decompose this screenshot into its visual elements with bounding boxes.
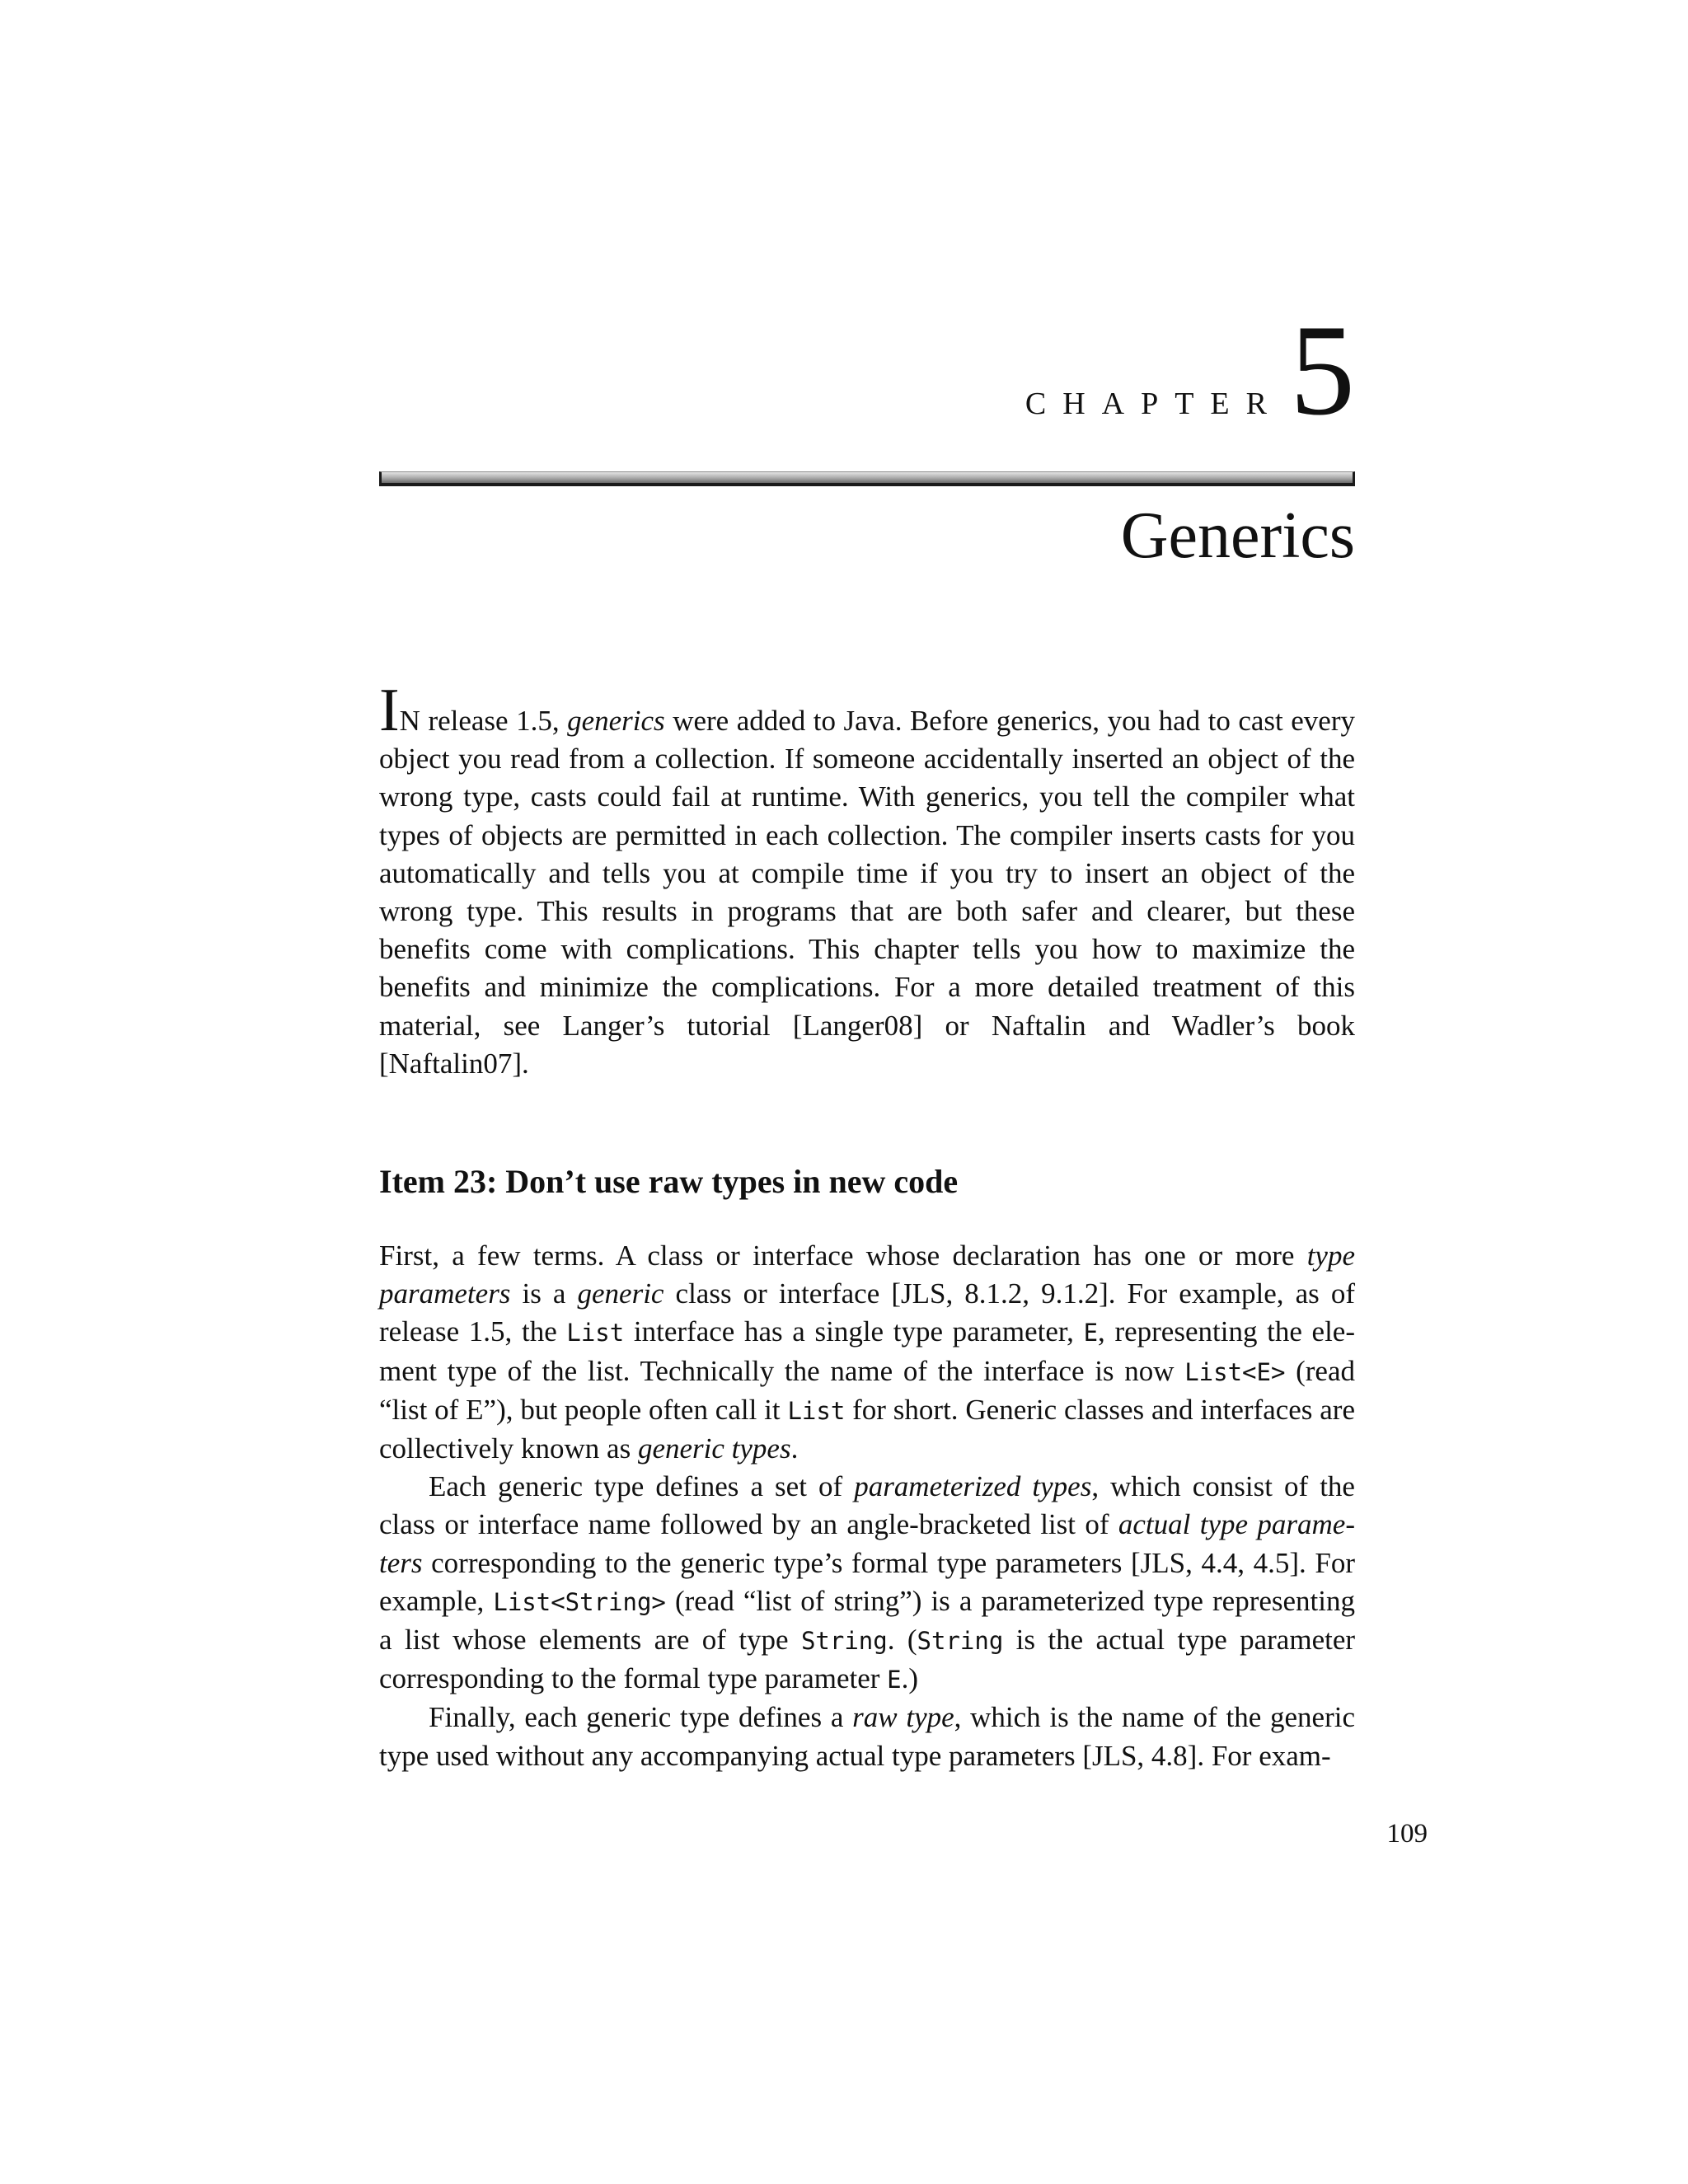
term-type-parameters: type parameters (379, 1240, 1355, 1310)
text-span: (read “list of string”) is a parameterized type representing a list whose elements are of type (379, 1584, 1356, 1657)
page-number: 109 (1386, 1819, 1428, 1849)
term-actual-type-parameters: actual type parameters (379, 1508, 1355, 1579)
text-span: for short. Generic classes and interfaces are collectively known as (379, 1393, 1355, 1465)
intro-lead: N release 1.5, (399, 705, 568, 737)
code-e: E (1083, 1319, 1099, 1347)
chapter-label: CHAPTER (1025, 387, 1283, 421)
term-raw-type: raw type (852, 1701, 954, 1734)
text-span: First, a few terms. A class or interface whose declaration has one or more (379, 1240, 1307, 1272)
text-span: corresponding to the generic type’s formal type parameters [JLS, 4.4, 4.5]. For example, (379, 1546, 1355, 1617)
term-generics: generics (567, 705, 665, 737)
text-span: (read “list of E”), but people often call it (379, 1354, 1355, 1426)
item-heading: Item 23: Don’t use raw types in new code (379, 1163, 959, 1200)
code-string: String (800, 1627, 888, 1656)
intro-paragraph (379, 677, 1355, 1083)
item-body (379, 1237, 1355, 1775)
text-span: class or interface [JLS, 8.1.2, 9.1.2]. For example, as of release 1.5, the (379, 1277, 1355, 1348)
term-parameterized-types: parameterized types (854, 1470, 1092, 1503)
text-span: , which is the name of the generic type used without any accompanying actual type parameters [JLS, 4.8]. For exam- (379, 1701, 1355, 1772)
paragraph-parameterized (379, 1468, 1355, 1699)
chapter-title: Generics (1120, 499, 1355, 572)
text-span: interface has a single type parameter, (624, 1315, 1084, 1348)
chapter-number: 5 (1290, 298, 1355, 443)
text-span: , representing the element type of the list. Technically the name of the interface is now (379, 1315, 1355, 1387)
text-span: is a (510, 1277, 578, 1310)
dropcap: I (379, 677, 400, 744)
chapter-heading (379, 298, 1355, 443)
chapter-rule (379, 471, 1355, 486)
text-span: , which consist of the class or interface name followed by an angle-bracketed list of (379, 1470, 1355, 1541)
paragraph-terms (379, 1237, 1355, 1468)
term-generic: generic (577, 1277, 664, 1310)
code-list: List (566, 1319, 625, 1347)
code-list: List (787, 1396, 846, 1425)
intro-text: were added to Java. Before generics, you had to cast every object you read from a collection. If someone accidentally inserted an object of the wrong type, casts could fail at runtime. With generics, you tell the compiler what types of objects are permitted in each collection. The compiler inserts casts for you automatically and tells you at compile time if you try to insert an object of the wrong type. This results in programs that are both safer and clearer, but these benefits come with complications. This chapter tells you how to maximize the benefits and minimize the complications. For a more detailed treatment of this material, see Langer’s tutorial [Langer08] or Naftalin and Wadler’s book [Naftalin07]. (379, 705, 1355, 1080)
code-list-e: List<E> (1184, 1357, 1286, 1386)
text-span: .) (901, 1662, 919, 1695)
code-e: E (887, 1666, 902, 1694)
text-span: . (790, 1432, 799, 1465)
text-span: Each generic type defines a set of (429, 1470, 855, 1503)
code-list-string: List<String> (493, 1587, 666, 1616)
paragraph-raw-type (379, 1699, 1355, 1774)
text-span: Finally, each generic type defines a (429, 1701, 853, 1734)
code-string: String (917, 1627, 1004, 1656)
term-generic-types: generic types (637, 1432, 791, 1465)
text-span: . ( (887, 1624, 917, 1657)
text-span: is the actual type parameter corresponding to the formal type parameter (379, 1624, 1356, 1695)
